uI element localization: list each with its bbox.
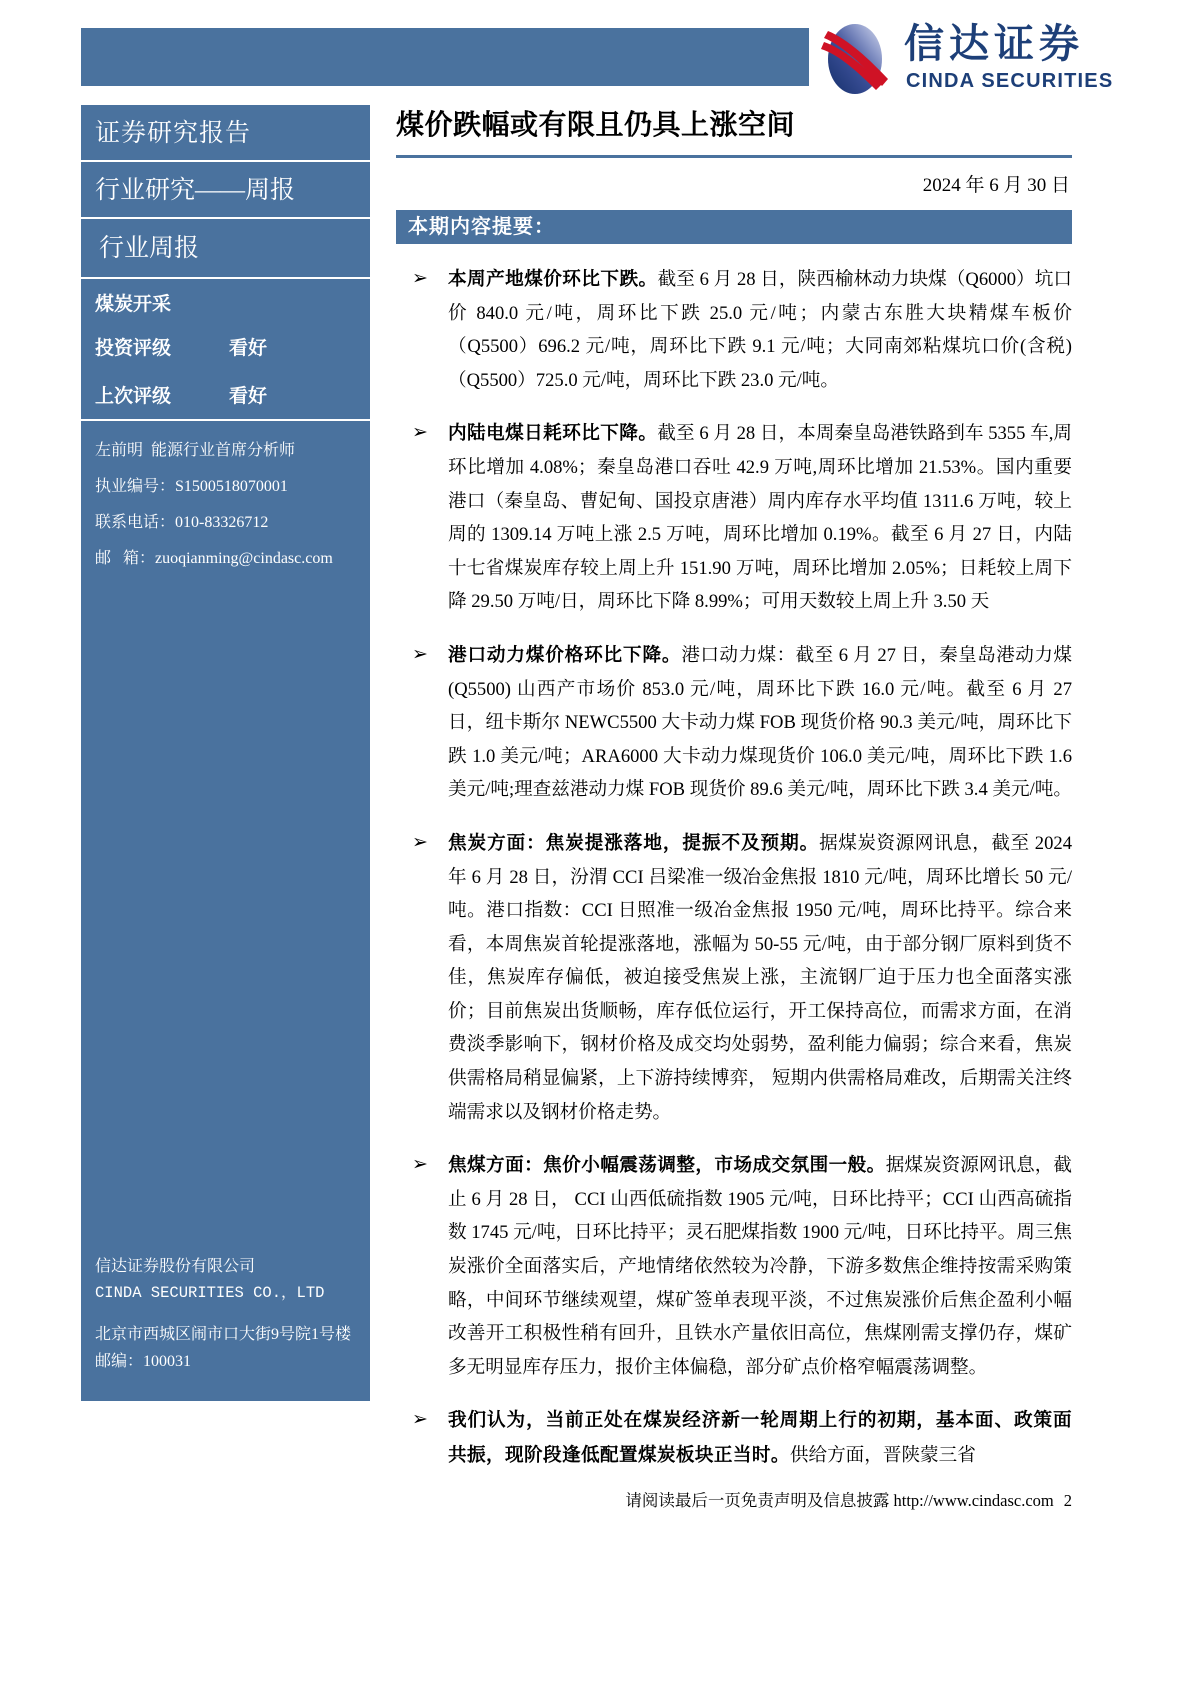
footer-disclaimer: 请阅读最后一页免责声明及信息披露 http://www.cindasc.com — [625, 1491, 1054, 1510]
bullet-lead: 我们认为，当前正处在煤炭经济新一轮周期上行的初期，基本面、政策面共振，现阶段逢低配置煤炭板块正当时。 — [448, 1409, 1072, 1465]
header-blue-band — [81, 28, 809, 86]
bullet-marker-icon: ➢ — [412, 421, 428, 444]
list-item — [396, 416, 1072, 619]
sidebar-spacer — [81, 1307, 370, 1321]
sidebar-research-line — [81, 162, 370, 219]
bullet-body: 供给方面，晋陕蒙三省 — [789, 1445, 976, 1466]
sidebar — [81, 105, 370, 1401]
company-postcode: 邮编：100031 — [95, 1353, 192, 1370]
page-footer — [396, 1487, 1072, 1511]
bullet-marker-icon: ➢ — [412, 1408, 428, 1431]
footer-page-number: 2 — [1063, 1491, 1072, 1510]
sidebar-sector-label: 煤炭开采 — [95, 294, 172, 315]
sidebar-report-kind-label: 行业周报 — [99, 235, 200, 262]
investment-rating-label: 投资评级 — [95, 338, 172, 359]
investment-rating-value: 看好 — [229, 338, 268, 359]
sidebar-report-kind — [81, 219, 370, 279]
main-content — [396, 105, 1072, 1492]
list-item — [396, 262, 1072, 397]
list-item — [396, 826, 1072, 1129]
previous-rating-value: 看好 — [229, 386, 268, 407]
bullet-lead: 焦炭方面：焦炭提涨落地，提振不及预期。 — [448, 831, 820, 853]
bullet-body: 截至 6 月 28 日，陕西榆林动力块煤（Q6000）坑口价 840.0 元/吨，周环比下跌 25.0 元/吨；内蒙古东胜大块精煤车板价（Q5500）696.2 元/吨，周环比下跌 9.1 元/吨；大同南郊粘煤坑口价(含税)（Q5500）725.0 元/吨，周环比下跌 23.0 元/吨。 — [448, 269, 1072, 391]
analyst-license-number: 执业编号：S1500518070001 — [95, 478, 288, 495]
company-address: 北京市西城区闹市口大街9号院1号楼 — [95, 1326, 352, 1343]
sidebar-research-line-label: 行业研究——周报 — [95, 177, 296, 204]
logo-chinese-name: 信达证券 — [904, 22, 1084, 66]
list-item — [396, 1403, 1072, 1472]
analyst-email: 邮 箱：zuoqianming@cindasc.com — [95, 550, 333, 567]
sidebar-investment-rating-row — [81, 325, 370, 373]
sidebar-previous-rating-row — [81, 373, 370, 421]
bullet-marker-icon: ➢ — [412, 642, 428, 665]
bullet-lead: 港口动力煤价格环比下降。 — [448, 643, 682, 665]
cinda-logo-mark-icon — [818, 22, 892, 96]
report-date: 2024 年 6 月 30 日 — [922, 175, 1070, 196]
list-item — [396, 638, 1072, 807]
company-name-chinese: 信达证券股份有限公司 — [95, 1258, 256, 1275]
sidebar-report-type — [81, 105, 370, 162]
previous-rating-label: 上次评级 — [95, 386, 172, 407]
analyst-name-and-title: 左前明 能源行业首席分析师 — [95, 442, 296, 459]
bullet-marker-icon: ➢ — [412, 1153, 428, 1176]
analyst-phone: 联系电话：010-83326712 — [95, 514, 269, 531]
bullet-body: 截至 6 月 28 日，本周秦皇岛港铁路到车 5355 车,周环比增加 4.08%；秦皇岛港口吞吐 42.9 万吨,周环比增加 21.53%。国内重要港口（秦皇岛、曹妃甸、国投京唐港）周内库存水平均值 1311.6 万吨，较上周的 1309.14 万吨上涨 2.5 万吨，周环比增加 0.19%。截至 6 月 27 日，内陆十七省煤炭库存较上周上升 151.90 万吨，周环比增加 2.05%；日耗较上周下降 29.50 万吨/日，周环比下降 8.99%；可用天数较上周上升 3.50 天 — [448, 423, 1072, 613]
page-title: 煤价跌幅或有限且仍具上涨空间 — [396, 109, 796, 140]
bullet-body: 据煤炭资源网讯息，截止 6 月 28 日， CCI 山西低硫指数 1905 元/吨，日环比持平；CCI 山西高硫指数 1745 元/吨，日环比持平；灵石肥煤指数 1900 元/吨，日环比持平。周三焦炭涨价全面落实后，产地情绪依然较为冷静，下游多数焦企维持按需采购策略，中间环节继续观望，煤矿签单表现平淡，不过焦炭涨价后焦企盈利小幅改善开工积极性稍有回升，且铁水产量依旧高位，焦煤刚需支撑仍存，煤矿多无明显库存压力，报价主体偏稳，部分矿点价格窄幅震荡调整。 — [448, 1155, 1072, 1378]
sidebar-sector — [81, 279, 370, 325]
bullet-marker-icon: ➢ — [412, 830, 428, 853]
sidebar-company-block — [81, 1253, 370, 1375]
summary-bullet-list — [396, 262, 1072, 1473]
bullet-body: 据煤炭资源网讯息，截至 2024 年 6 月 28 日，汾渭 CCI 吕梁准一级冶金焦报 1810 元/吨，周环比增长 50 元/吨。港口指数：CCI 日照准一级冶金焦报 1950 元/吨，周环比持平。综合来看，本周焦炭首轮提涨落地，涨幅为 50-55 元/吨，由于部分钢厂原料到货不佳，焦炭库存偏低，被迫接受焦炭上涨，主流钢厂迫于压力也全面落实涨价；目前焦炭出货顺畅，库存低位运行，开工保持高位，而需求方面，在消费淡季影响下，钢材价格及成交均处弱势，盈利能力偏弱；综合来看，焦炭供需格局稍显偏紧，上下游持续博弈， 短期内供需格局难改，后期需关注终端需求以及钢材价格走势。 — [448, 832, 1072, 1123]
bullet-body: 港口动力煤：截至 6 月 27 日，秦皇岛港动力煤(Q5500) 山西产市场价 853.0 元/吨，周环比下跌 16.0 元/吨。截至 6 月 27 日，纽卡斯尔 NEWC5500 大卡动力煤 FOB 现货价格 90.3 美元/吨，周环比下跌 1.0 美元/吨；ARA6000 大卡动力煤现货价 106.0 美元/吨，周环比下跌 1.6 美元/吨;理查兹港动力煤 FOB 现货价 89.6 美元/吨，周环比下跌 3.4 美元/吨。 — [448, 644, 1072, 801]
bullet-marker-icon: ➢ — [412, 267, 428, 289]
section-heading-summary: 本期内容提要： — [396, 210, 1072, 244]
bullet-lead: 内陆电煤日耗环比下降。 — [448, 422, 658, 444]
bullet-lead: 焦煤方面：焦价小幅震荡调整，市场成交氛围一般。 — [448, 1154, 886, 1176]
bullet-lead: 本周产地煤价环比下跌。 — [448, 268, 658, 289]
company-logo — [818, 18, 1118, 98]
list-item — [396, 1148, 1072, 1384]
sidebar-report-type-label: 证券研究报告 — [95, 120, 252, 147]
logo-english-name: CINDA SECURITIES — [906, 70, 1114, 92]
sidebar-analyst-block — [81, 421, 370, 577]
company-name-english: CINDA SECURITIES CO.，LTD — [95, 1284, 325, 1302]
